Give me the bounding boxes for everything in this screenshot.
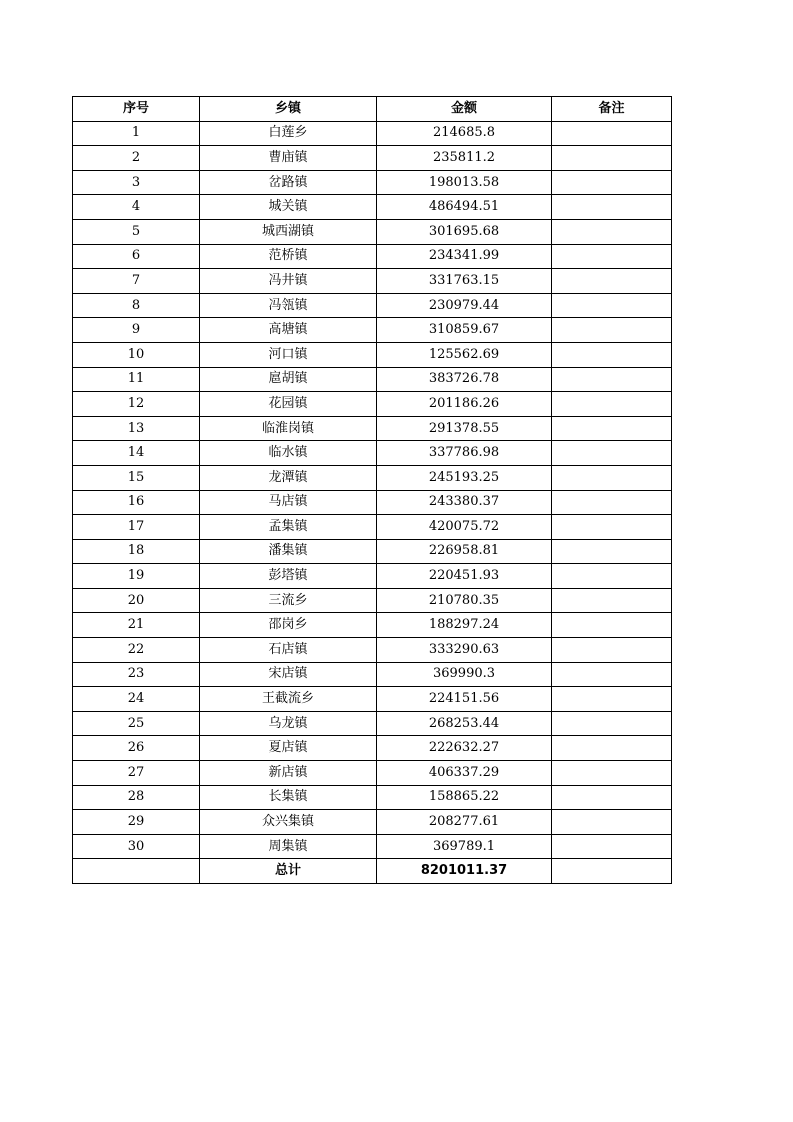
cell-index: 17	[73, 515, 200, 540]
cell-amount: 234341.99	[377, 244, 552, 269]
table-row	[73, 515, 672, 540]
cell-amount: 220451.93	[377, 564, 552, 589]
cell-index: 6	[73, 244, 200, 269]
table-row	[73, 711, 672, 736]
cell-township: 河口镇	[200, 342, 377, 367]
cell-township: 花园镇	[200, 392, 377, 417]
cell-note	[552, 392, 672, 417]
cell-township: 夏店镇	[200, 736, 377, 761]
table-row	[73, 416, 672, 441]
cell-note	[552, 539, 672, 564]
cell-index: 30	[73, 834, 200, 859]
table-row	[73, 785, 672, 810]
cell-note	[552, 736, 672, 761]
table-row	[73, 170, 672, 195]
cell-index: 28	[73, 785, 200, 810]
cell-amount: 208277.61	[377, 810, 552, 835]
cell-note	[552, 834, 672, 859]
cell-amount: 201186.26	[377, 392, 552, 417]
cell-township: 潘集镇	[200, 539, 377, 564]
header-index: 序号	[73, 97, 200, 122]
cell-amount: 245193.25	[377, 465, 552, 490]
cell-index: 2	[73, 146, 200, 171]
cell-township: 孟集镇	[200, 515, 377, 540]
total-row	[73, 859, 672, 884]
table-row	[73, 367, 672, 392]
cell-note	[552, 785, 672, 810]
cell-amount: 235811.2	[377, 146, 552, 171]
cell-amount: 383726.78	[377, 367, 552, 392]
cell-note	[552, 588, 672, 613]
cell-township: 王截流乡	[200, 687, 377, 712]
cell-township: 高塘镇	[200, 318, 377, 343]
cell-index: 21	[73, 613, 200, 638]
header-amount: 金额	[377, 97, 552, 122]
table-row	[73, 146, 672, 171]
cell-index: 29	[73, 810, 200, 835]
cell-amount: 188297.24	[377, 613, 552, 638]
table-row	[73, 810, 672, 835]
cell-index: 27	[73, 761, 200, 786]
cell-amount: 337786.98	[377, 441, 552, 466]
table-row	[73, 293, 672, 318]
cell-index: 12	[73, 392, 200, 417]
cell-amount: 331763.15	[377, 269, 552, 294]
cell-township: 白莲乡	[200, 121, 377, 146]
cell-amount: 486494.51	[377, 195, 552, 220]
cell-amount: 198013.58	[377, 170, 552, 195]
cell-township: 众兴集镇	[200, 810, 377, 835]
table-row	[73, 834, 672, 859]
cell-township: 临淮岗镇	[200, 416, 377, 441]
cell-amount: 369789.1	[377, 834, 552, 859]
cell-note	[552, 367, 672, 392]
cell-note	[552, 195, 672, 220]
cell-township: 岔路镇	[200, 170, 377, 195]
cell-index: 14	[73, 441, 200, 466]
cell-amount: 210780.35	[377, 588, 552, 613]
cell-note	[552, 465, 672, 490]
table-row	[73, 736, 672, 761]
cell-amount: 224151.56	[377, 687, 552, 712]
cell-amount: 268253.44	[377, 711, 552, 736]
cell-index: 7	[73, 269, 200, 294]
cell-township: 三流乡	[200, 588, 377, 613]
table-row	[73, 564, 672, 589]
table-row	[73, 687, 672, 712]
cell-note	[552, 564, 672, 589]
cell-amount: 310859.67	[377, 318, 552, 343]
table-row	[73, 638, 672, 663]
cell-index: 5	[73, 219, 200, 244]
cell-amount: 222632.27	[377, 736, 552, 761]
table-row	[73, 244, 672, 269]
cell-township: 马店镇	[200, 490, 377, 515]
table-row	[73, 392, 672, 417]
cell-note	[552, 219, 672, 244]
cell-note	[552, 638, 672, 663]
cell-township: 临水镇	[200, 441, 377, 466]
cell-township: 邵岗乡	[200, 613, 377, 638]
cell-index: 13	[73, 416, 200, 441]
cell-township: 周集镇	[200, 834, 377, 859]
cell-amount: 226958.81	[377, 539, 552, 564]
table-row	[73, 490, 672, 515]
total-note	[552, 859, 672, 884]
cell-amount: 291378.55	[377, 416, 552, 441]
cell-amount: 243380.37	[377, 490, 552, 515]
table-row	[73, 195, 672, 220]
cell-township: 彭塔镇	[200, 564, 377, 589]
total-amount: 8201011.37	[377, 859, 552, 884]
cell-amount: 333290.63	[377, 638, 552, 663]
cell-index: 9	[73, 318, 200, 343]
cell-township: 冯瓴镇	[200, 293, 377, 318]
cell-amount: 369990.3	[377, 662, 552, 687]
cell-index: 3	[73, 170, 200, 195]
cell-note	[552, 761, 672, 786]
cell-amount: 301695.68	[377, 219, 552, 244]
table-row	[73, 662, 672, 687]
cell-township: 城西湖镇	[200, 219, 377, 244]
cell-index: 8	[73, 293, 200, 318]
cell-note	[552, 293, 672, 318]
table-row	[73, 318, 672, 343]
cell-index: 20	[73, 588, 200, 613]
table-row	[73, 441, 672, 466]
cell-note	[552, 416, 672, 441]
header-note: 备注	[552, 97, 672, 122]
cell-township: 乌龙镇	[200, 711, 377, 736]
cell-index: 10	[73, 342, 200, 367]
total-index	[73, 859, 200, 884]
cell-amount: 420075.72	[377, 515, 552, 540]
cell-amount: 406337.29	[377, 761, 552, 786]
cell-index: 22	[73, 638, 200, 663]
cell-index: 23	[73, 662, 200, 687]
cell-note	[552, 269, 672, 294]
cell-amount: 230979.44	[377, 293, 552, 318]
township-amount-table	[72, 96, 672, 884]
cell-note	[552, 121, 672, 146]
cell-note	[552, 711, 672, 736]
cell-index: 15	[73, 465, 200, 490]
cell-index: 19	[73, 564, 200, 589]
cell-note	[552, 170, 672, 195]
cell-amount: 214685.8	[377, 121, 552, 146]
cell-township: 宋店镇	[200, 662, 377, 687]
cell-note	[552, 687, 672, 712]
cell-note	[552, 810, 672, 835]
table-row	[73, 219, 672, 244]
header-township: 乡镇	[200, 97, 377, 122]
table-row	[73, 342, 672, 367]
table-row	[73, 269, 672, 294]
cell-note	[552, 662, 672, 687]
table-row	[73, 539, 672, 564]
cell-index: 24	[73, 687, 200, 712]
cell-index: 1	[73, 121, 200, 146]
table-row	[73, 465, 672, 490]
cell-township: 城关镇	[200, 195, 377, 220]
header-row	[73, 97, 672, 122]
cell-township: 范桥镇	[200, 244, 377, 269]
table-row	[73, 588, 672, 613]
table-row	[73, 613, 672, 638]
cell-index: 11	[73, 367, 200, 392]
cell-index: 25	[73, 711, 200, 736]
cell-note	[552, 318, 672, 343]
cell-index: 16	[73, 490, 200, 515]
cell-township: 冯井镇	[200, 269, 377, 294]
table-row	[73, 121, 672, 146]
total-label: 总计	[200, 859, 377, 884]
cell-index: 4	[73, 195, 200, 220]
cell-township: 长集镇	[200, 785, 377, 810]
table-row	[73, 761, 672, 786]
cell-amount: 125562.69	[377, 342, 552, 367]
cell-note	[552, 441, 672, 466]
cell-township: 扈胡镇	[200, 367, 377, 392]
cell-index: 26	[73, 736, 200, 761]
cell-township: 曹庙镇	[200, 146, 377, 171]
cell-note	[552, 342, 672, 367]
cell-note	[552, 613, 672, 638]
cell-township: 石店镇	[200, 638, 377, 663]
cell-note	[552, 244, 672, 269]
cell-township: 新店镇	[200, 761, 377, 786]
cell-note	[552, 515, 672, 540]
cell-amount: 158865.22	[377, 785, 552, 810]
cell-index: 18	[73, 539, 200, 564]
cell-note	[552, 146, 672, 171]
cell-township: 龙潭镇	[200, 465, 377, 490]
cell-note	[552, 490, 672, 515]
